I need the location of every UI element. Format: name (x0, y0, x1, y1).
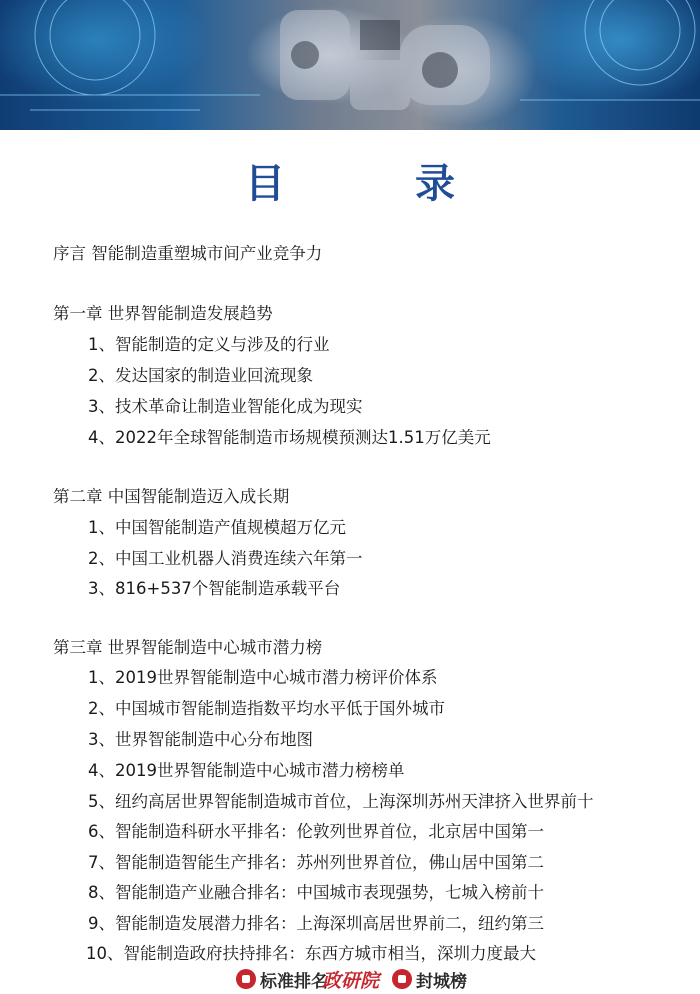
brand-logo-icon (236, 969, 256, 989)
toc-item[interactable]: 8、智能制造产业融合排名：中国城市表现强势，七城入榜前十 (88, 883, 544, 902)
toc-item[interactable]: 3、世界智能制造中心分布地图 (88, 730, 313, 749)
toc-item[interactable]: 3、816+537个智能制造承载平台 (88, 579, 341, 598)
toc-item[interactable]: 5、纽约高居世界智能制造城市首位，上海深圳苏州天津挤入世界前十 (88, 792, 594, 811)
page-title: 目 录 (245, 161, 513, 207)
toc-chapter-1[interactable]: 第一章 世界智能制造发展趋势 (53, 304, 273, 323)
toc-item[interactable]: 2、中国工业机器人消费连续六年第一 (88, 549, 363, 568)
brand-zhengyanyuan: 政研院 (322, 969, 380, 992)
toc-item[interactable]: 10、智能制造政府扶持排名：东西方城市相当，深圳力度最大 (86, 944, 536, 963)
toc-item[interactable]: 1、2019世界智能制造中心城市潜力榜评价体系 (88, 668, 438, 687)
header-banner-image (0, 0, 700, 130)
toc-preface[interactable]: 序言 智能制造重塑城市间产业竞争力 (53, 244, 323, 263)
toc-item[interactable]: 2、发达国家的制造业回流现象 (88, 366, 313, 385)
machinery-graphic (0, 0, 700, 130)
footer-logos (0, 966, 700, 994)
toc-item[interactable]: 7、智能制造智能生产排名：苏州列世界首位，佛山居中国第二 (88, 853, 544, 872)
toc-item[interactable]: 1、中国智能制造产值规模超万亿元 (88, 518, 346, 537)
brand-logo-icon (392, 969, 412, 989)
toc-item[interactable]: 2、中国城市智能制造指数平均水平低于国外城市 (88, 699, 445, 718)
toc-chapter-2[interactable]: 第二章 中国智能制造迈入成长期 (53, 487, 290, 506)
toc-item[interactable]: 4、2019世界智能制造中心城市潜力榜榜单 (88, 761, 405, 780)
toc-item[interactable]: 1、智能制造的定义与涉及的行业 (88, 335, 330, 354)
toc-item[interactable]: 9、智能制造发展潜力排名：上海深圳高居世界前二，纽约第三 (88, 914, 544, 933)
toc-item[interactable]: 3、技术革命让制造业智能化成为现实 (88, 397, 363, 416)
toc-item[interactable]: 4、2022年全球智能制造市场规模预测达1.51万亿美元 (88, 428, 491, 447)
brand-fengchengbang: 封城榜 (392, 966, 467, 992)
toc-chapter-3[interactable]: 第三章 世界智能制造中心城市潜力榜 (53, 638, 323, 657)
toc-item[interactable]: 6、智能制造科研水平排名：伦敦列世界首位，北京居中国第一 (88, 822, 544, 841)
brand-standard-ranking: 标准排名 (236, 966, 328, 992)
